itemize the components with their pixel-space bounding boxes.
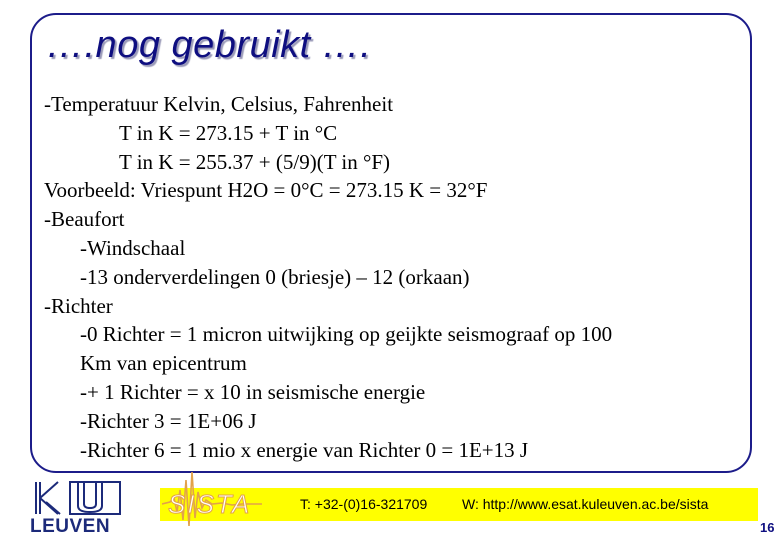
footer-telephone: T: +32-(0)16-321709 <box>300 496 428 512</box>
body-line-beaufort: -Beaufort <box>44 207 125 232</box>
body-line-windschaal: -Windschaal <box>80 235 186 260</box>
body-line-onderverdelingen: -13 onderverdelingen 0 (briesje) – 12 (orkaan) <box>80 264 470 289</box>
body-line-temperature: -Temperatuur Kelvin, Celsius, Fahrenheit <box>44 92 394 116</box>
sista-brand: SISTA <box>168 489 252 519</box>
footer-website-link[interactable]: W: http://www.esat.kuleuven.ac.be/sista <box>462 496 709 512</box>
body-line-richter-6: -Richter 6 = 1 mio x energie van Richter 0 = 1E+13 J <box>80 437 529 462</box>
body-line-richter-0: -0 Richter = 1 micron uitwijking op geijkte seismograaf op 100 <box>80 322 613 347</box>
body-line-richter: -Richter <box>44 293 113 318</box>
page-number: 16 <box>760 520 775 535</box>
body-line-richter-3: -Richter 3 = 1E+06 J <box>80 408 257 433</box>
body-line-voorbeeld: Voorbeeld: Vriespunt H2O = 0°C = 273.15 K = 32°F <box>44 178 488 203</box>
logo-text: LEUVEN <box>30 516 111 537</box>
body-line-kelvin-celsius: T in K = 273.15 + T in °C <box>119 120 338 145</box>
slide-title: ….nog gebruikt …. <box>46 24 372 66</box>
body-line-richter-plus-1: -+ 1 Richter = x 10 in seismische energie <box>80 379 426 404</box>
slide-body <box>44 90 744 464</box>
body-line-epicentrum: Km van epicentrum <box>80 351 247 376</box>
body-line-kelvin-fahrenheit: T in K = 255.37 + (5/9)(T in °F) <box>119 149 391 174</box>
